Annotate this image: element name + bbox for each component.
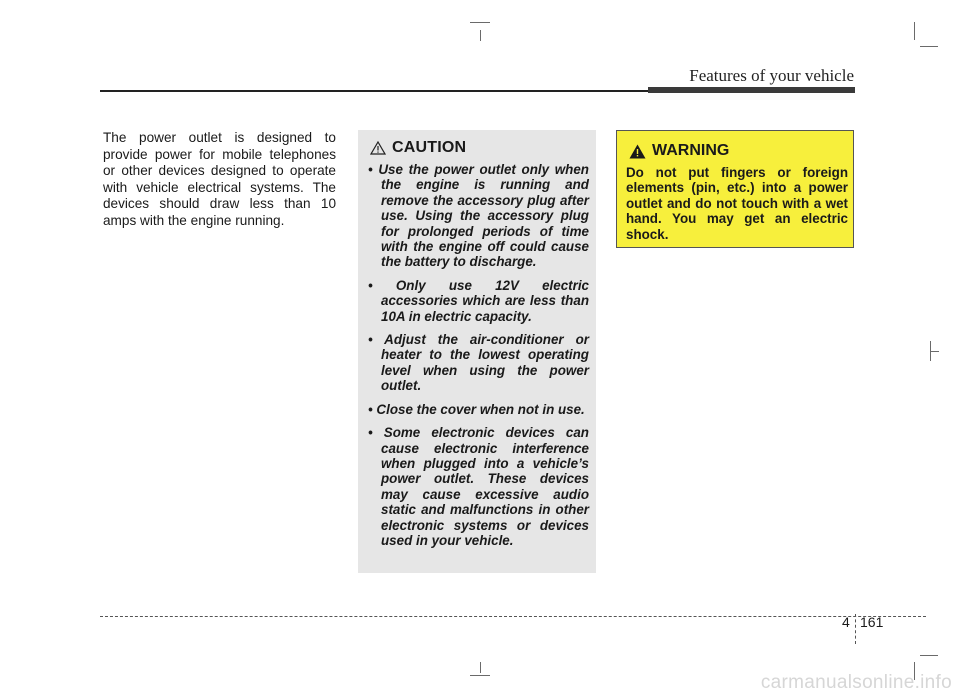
warning-body: Do not put fingers or foreign elements (pin, etc.) into a power outlet and do not touch with a wet hand. You may get an electric shock. [626, 165, 848, 242]
page-number-separator [855, 614, 856, 644]
chapter-number: 4 [842, 614, 850, 630]
crop-mark-bottom-right [920, 655, 938, 656]
caution-triangle-icon [370, 141, 386, 155]
caution-box [358, 130, 596, 573]
crop-mark-top-center [480, 30, 481, 41]
crop-mark-top-center [470, 22, 490, 23]
crop-mark-right-center [931, 351, 939, 352]
watermark: carmanualsonline.info [760, 672, 952, 693]
crop-mark-bottom-center [480, 662, 481, 673]
header-rule [100, 90, 648, 92]
page-number: 161 [860, 614, 884, 630]
caution-list [368, 162, 589, 556]
caution-item: • Adjust the air-conditioner or heater to the lowest operating level when using the power outlet. [368, 332, 589, 394]
footer-rule [100, 616, 926, 617]
crop-mark-top-right [920, 46, 938, 47]
intro-paragraph: The power outlet is designed to provide power for mobile telephones or other devices designed to operate with vehicle electrical systems. The devices should draw less than 10 amps with the engine running. [103, 130, 336, 228]
caution-item: • Only use 12V electric accessories which are less than 10A in electric capacity. [368, 277, 589, 324]
header-accent-bar [648, 87, 855, 93]
crop-mark-top-right [914, 22, 915, 40]
crop-mark-bottom-center [470, 675, 490, 676]
warning-triangle-icon [629, 144, 646, 159]
warning-header [629, 142, 729, 160]
caution-header [370, 139, 466, 157]
warning-title: WARNING [652, 142, 730, 159]
warning-box [616, 130, 854, 248]
caution-item: • Use the power outlet only when the engine is running and remove the accessory plug after use. Using the accessory plug for prolonged periods of time with the engine off could cause the battery to discharge. [368, 162, 589, 270]
caution-item: • Some electronic devices can cause electronic interference when plugged into a vehicle’s power outlet. These devices may cause excessive audio static and malfunctions in other electronic systems or devices used in your vehicle. [368, 425, 589, 548]
caution-item: • Close the cover when not in use. [368, 401, 585, 417]
page-header-title: Features of your vehicle [689, 66, 854, 85]
caution-title: CAUTION [392, 139, 467, 156]
